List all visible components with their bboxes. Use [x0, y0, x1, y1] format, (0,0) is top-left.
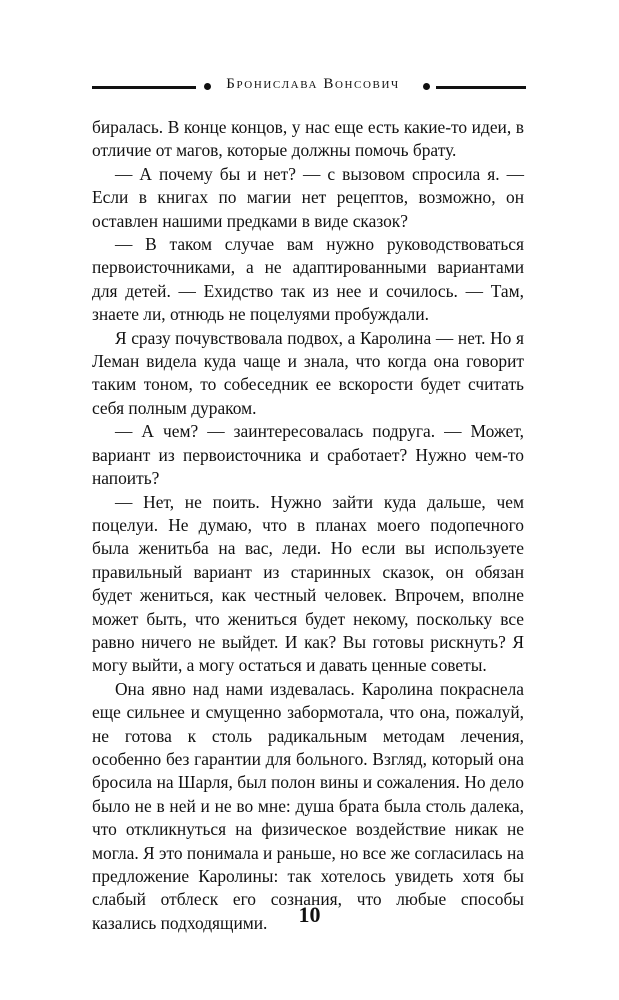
header-rule-left — [92, 86, 196, 89]
header-bullet-right — [423, 83, 430, 90]
page-number: 10 — [298, 902, 321, 927]
paragraph: Я сразу почувствовала подвох, а Каролина — нет. Но я Леман видела куда чаще и знала, что когда она говорит таким тоном, то собеседник ее вскорости будет считать себя полным дураком. — [92, 327, 524, 418]
header-rule-right — [436, 86, 526, 89]
paragraph: — В таком случае вам нужно руководствоваться первоисточниками, а не адаптированными вариантами для детей. — Ехидство так из нее и сочилось. — Там, знаете ли, отнюдь не поцелуями пробуждали. — [92, 234, 524, 325]
paragraph: — А чем? — заинтересовалась подруга. — Может, вариант из первоисточника и сработает? Нужно чем-то напоить? — [92, 421, 524, 489]
paragraph: Она явно над нами издевалась. Каролина покраснела еще сильнее и смущенно забормотала, что она, пожалуй, не готова к столь радикальным методам лечения, особенно без гарантии для больного. Взгляд, который она бросила на Шарля, был полон вины и сожаления. Но дело было не в ней и не во мне: душа брата была столь далека, что откликнуться на физическое воздействие никак не могла. Я это понимала и раньше, но все же согласилась на предложение Каролины: так хотелось увидеть хотя бы слабый отблеск его сознания, что любые способы казались подходящими. — [92, 678, 524, 933]
paragraph: — А почему бы и нет? — с вызовом спросила я. — Если в книгах по магии нет рецептов, возможно, он оставлен нашими предками в виде сказок? — [92, 163, 524, 231]
header-bullet-left — [204, 83, 211, 90]
body-text — [92, 116, 524, 935]
paragraph: — Нет, не поить. Нужно зайти куда дальше, чем поцелуи. Не думаю, что в планах моего подопечного была женитьба на вас, леди. Но если вы используете правильный вариант из старинных сказок, он обязан будет жениться, как честный человек. Впрочем, вполне может быть, что жениться будет некому, поскольку все равно ничего не выйдет. И как? Вы готовы рискнуть? Я могу выйти, а могу остаться и давать ценные советы. — [92, 491, 524, 676]
running-header — [92, 76, 526, 98]
header-author: Бронислава Вонсович — [226, 76, 400, 92]
paragraph: биралась. В конце концов, у нас еще есть какие-то идеи, в отличие от магов, которые должны помочь брату. — [92, 117, 524, 161]
